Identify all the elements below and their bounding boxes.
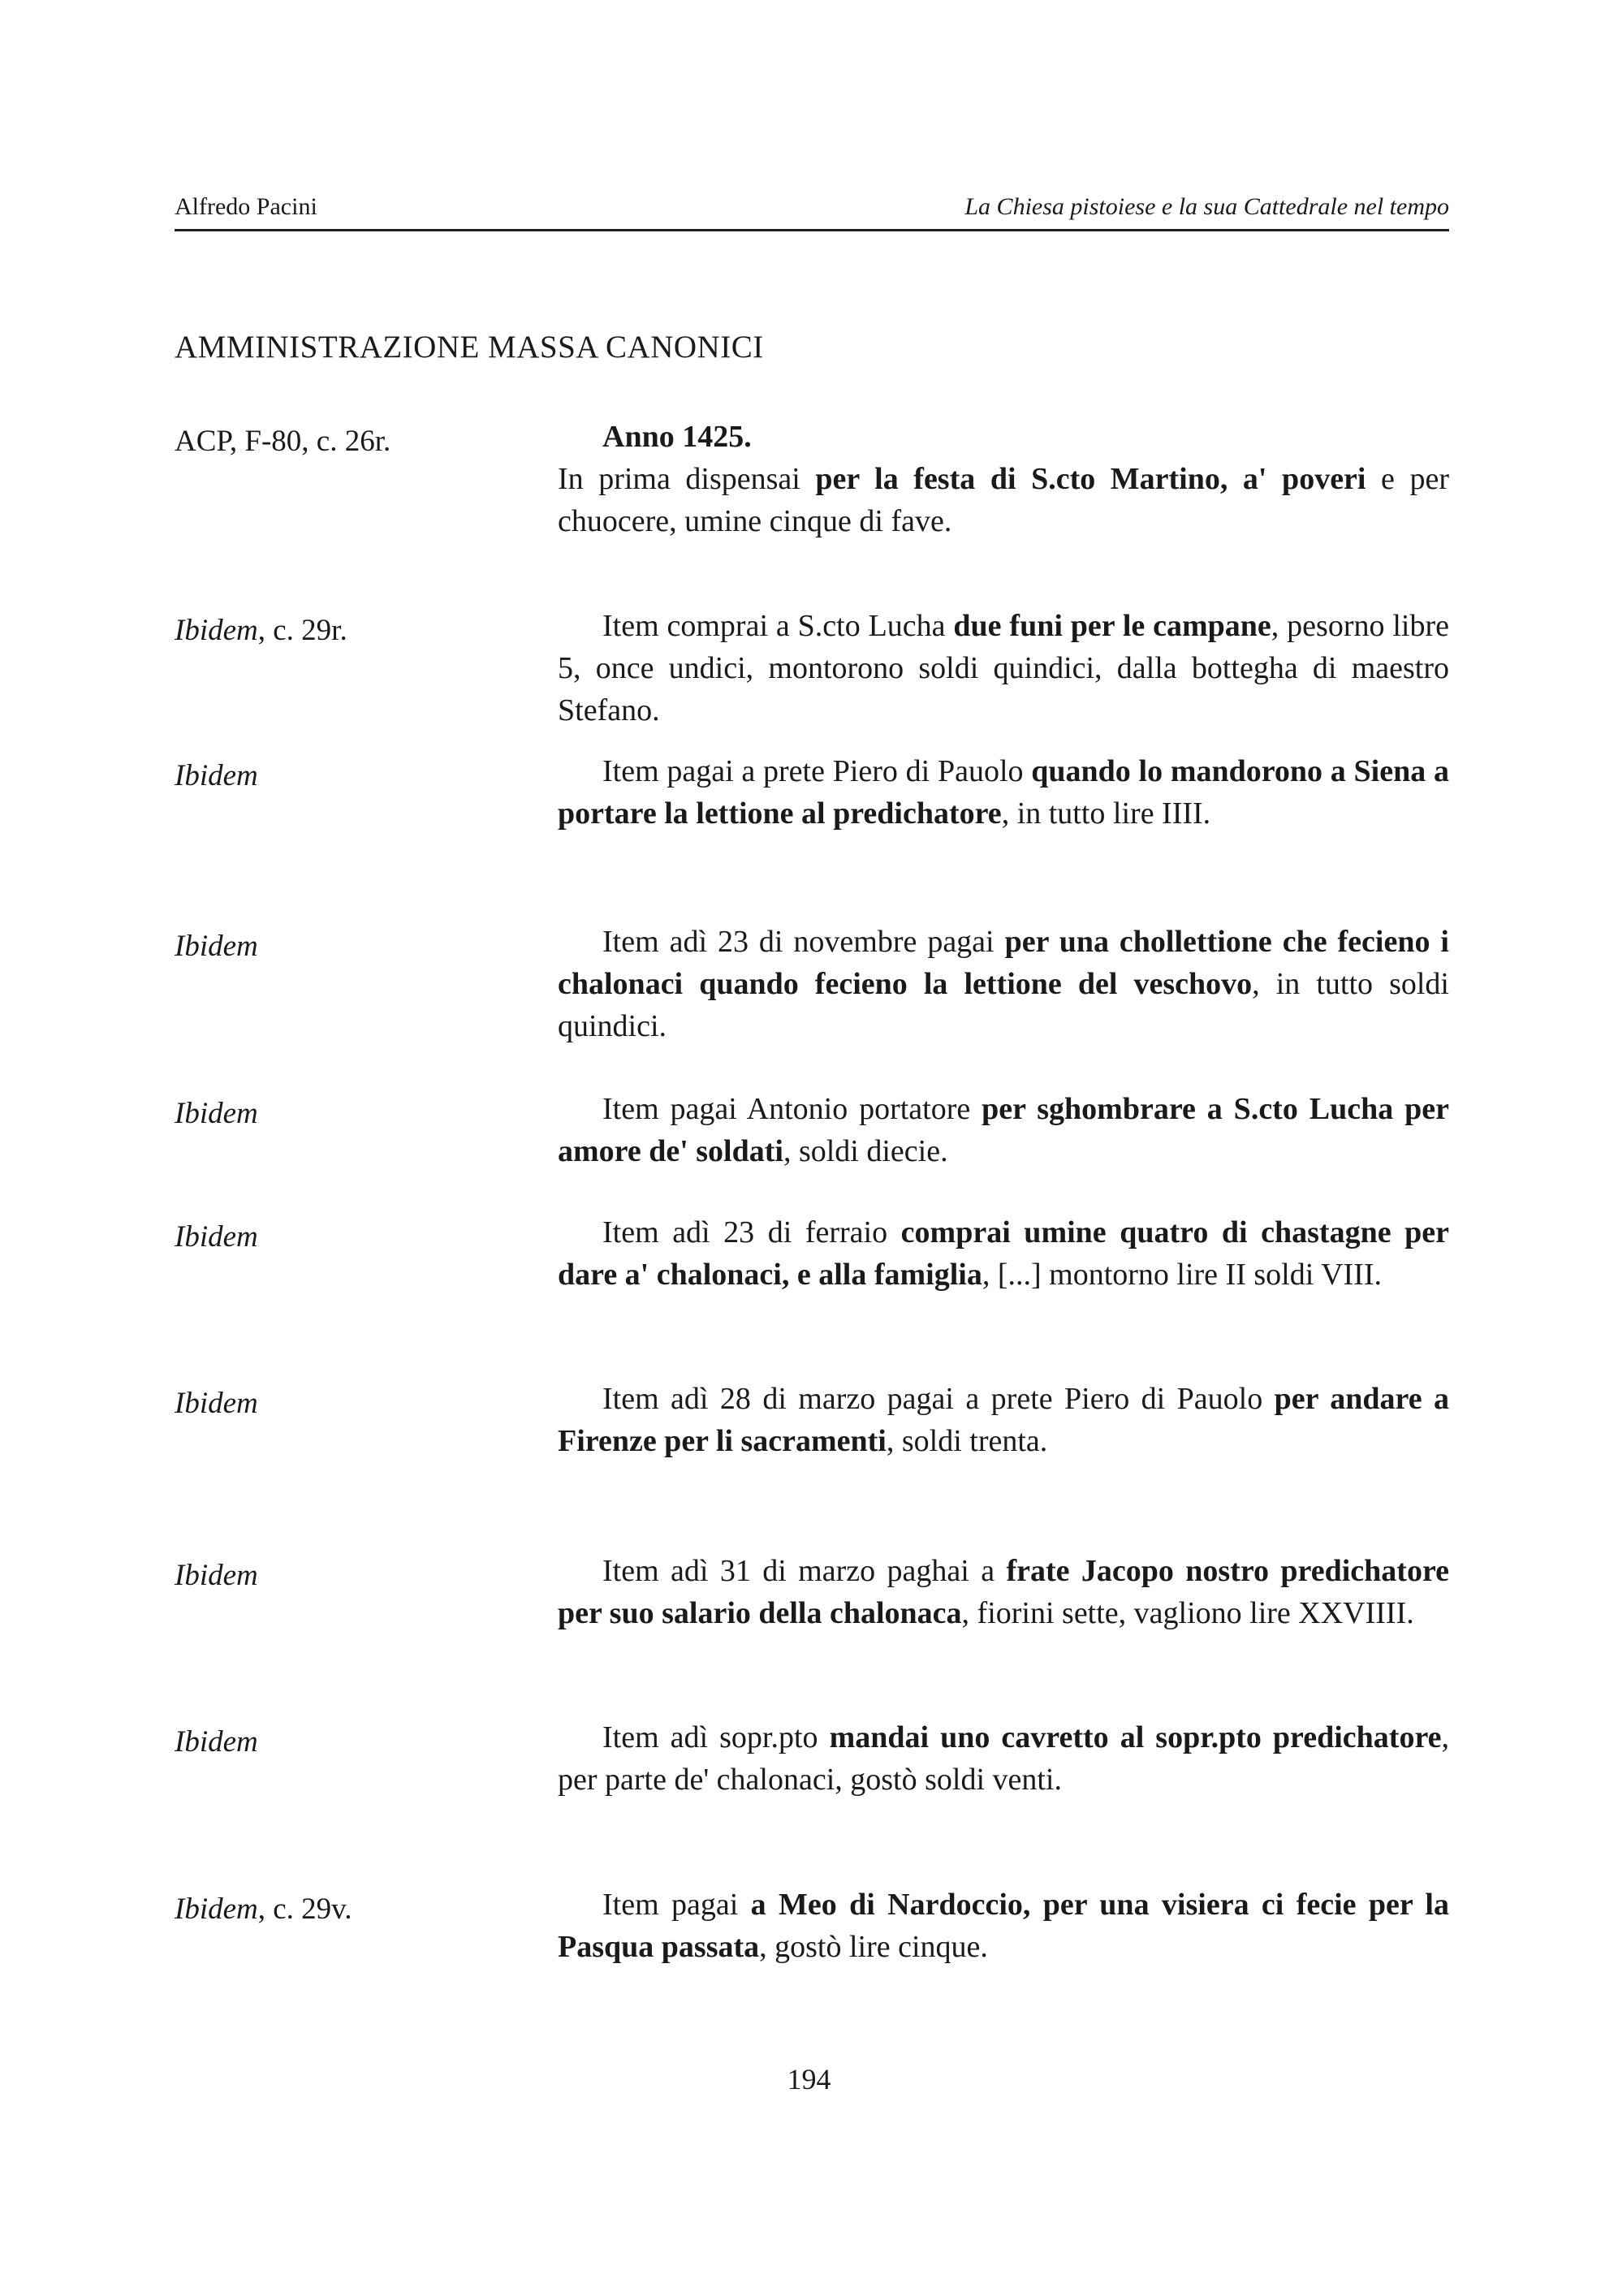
entry-text (558, 1716, 1449, 1801)
entry-text (558, 1550, 1449, 1634)
running-header (175, 188, 1449, 231)
text-segment: Item pagai Antonio portatore (602, 1092, 982, 1126)
emphasized-text: per sghombrare a S.cto Lucha per amore de' soldati (558, 1092, 1449, 1168)
emphasized-text: frate Jacopo nostro predichatore per suo salario della chalonaca (558, 1554, 1449, 1630)
source-reference (175, 1096, 516, 1131)
entry-text (558, 921, 1449, 1047)
emphasized-text: a Meo di Nardoccio, per una visiera ci fecie per la Pasqua passata (558, 1888, 1449, 1964)
source-reference (175, 1724, 516, 1759)
source-folio: ACP, F-80, c. 26r. (175, 425, 391, 458)
text-segment: , in tutto lire IIII. (1001, 796, 1211, 831)
entry-text (558, 416, 1449, 542)
page-number: 194 (787, 2063, 831, 2095)
text-segment: Item pagai a prete Piero di Pauolo (602, 754, 1032, 788)
source-reference (175, 1386, 516, 1421)
source-ibidem: Ibidem (175, 1387, 258, 1420)
source-ibidem: Ibidem (175, 759, 258, 792)
source-reference (175, 424, 516, 459)
source-ibidem: Ibidem (175, 1892, 258, 1926)
text-segment: Item adì 31 di marzo paghai a (602, 1554, 1007, 1588)
source-ibidem: Ibidem (175, 1559, 258, 1592)
source-ibidem: Ibidem (175, 1097, 258, 1130)
source-folio: , c. 29v. (257, 1892, 352, 1926)
text-segment: , per parte de' chalonaci, gostò soldi venti. (558, 1720, 1449, 1797)
entry-text (558, 1884, 1449, 1968)
text-segment: , soldi trenta. (886, 1424, 1048, 1458)
entry-text (558, 605, 1449, 732)
entry-text (558, 1211, 1449, 1296)
text-segment: Item adì sopr.pto (602, 1720, 830, 1754)
text-segment: Item pagai (602, 1888, 751, 1922)
section-title: AMMINISTRAZIONE MASSA CANONICI (175, 330, 764, 365)
source-ibidem: Ibidem (175, 1220, 258, 1254)
emphasized-text: comprai umine quatro di chastagne per dare a' chalonaci, e alla famiglia (558, 1215, 1449, 1292)
text-segment: , in tutto soldi quindici. (558, 967, 1449, 1043)
source-reference (175, 1558, 516, 1593)
source-reference (175, 758, 516, 793)
source-reference (175, 1892, 516, 1927)
source-folio: , c. 29r. (257, 614, 347, 647)
entry-text (558, 1088, 1449, 1172)
year-heading: Anno 1425. (602, 420, 752, 454)
text-segment: , [...] montorno lire II soldi VIII. (982, 1258, 1382, 1292)
header-author: Alfredo Pacini (175, 193, 317, 220)
source-ibidem: Ibidem (175, 614, 258, 647)
text-segment: , pesorno libre 5, once undici, montorono soldi quindici, dalla bottegha di maestro Stefano. (558, 609, 1449, 727)
emphasized-text: mandai uno cavretto al sopr.pto predichatore (829, 1720, 1442, 1754)
source-ibidem: Ibidem (175, 930, 258, 963)
text-segment: In prima dispensai (558, 462, 816, 496)
source-reference (175, 929, 516, 964)
emphasized-text: quando lo mandorono a Siena a portare la lettione al predichatore (558, 754, 1449, 831)
emphasized-text: due funi per le campane (953, 609, 1271, 643)
text-segment: e per chuocere, umine cinque di fave. (558, 462, 1450, 538)
source-reference (175, 613, 516, 648)
emphasized-text: per andare a Firenze per li sacramenti (558, 1382, 1449, 1458)
emphasized-text: per una chollettione che fecieno i chalonaci quando fecieno la lettione del veschovo (558, 925, 1449, 1001)
text-segment: Item comprai a S.cto Lucha (602, 609, 954, 643)
header-book-title: La Chiesa pistoiese e la sua Cattedrale nel tempo (964, 193, 1449, 220)
source-reference (175, 1219, 516, 1254)
text-segment: , soldi diecie. (783, 1134, 948, 1168)
emphasized-text: per la festa di S.cto Martino, a' poveri (815, 462, 1366, 496)
text-segment: Item adì 23 di novembre pagai (602, 925, 1005, 959)
text-segment: , gostò lire cinque. (759, 1930, 988, 1964)
text-segment: Item adì 23 di ferraio (602, 1215, 901, 1249)
entry-text (558, 750, 1449, 835)
source-ibidem: Ibidem (175, 1725, 258, 1759)
text-segment: , fiorini sette, vagliono lire XXVIIII. (961, 1596, 1414, 1630)
entry-text (558, 1378, 1449, 1462)
text-segment: Item adì 28 di marzo pagai a prete Piero di Pauolo (602, 1382, 1275, 1416)
